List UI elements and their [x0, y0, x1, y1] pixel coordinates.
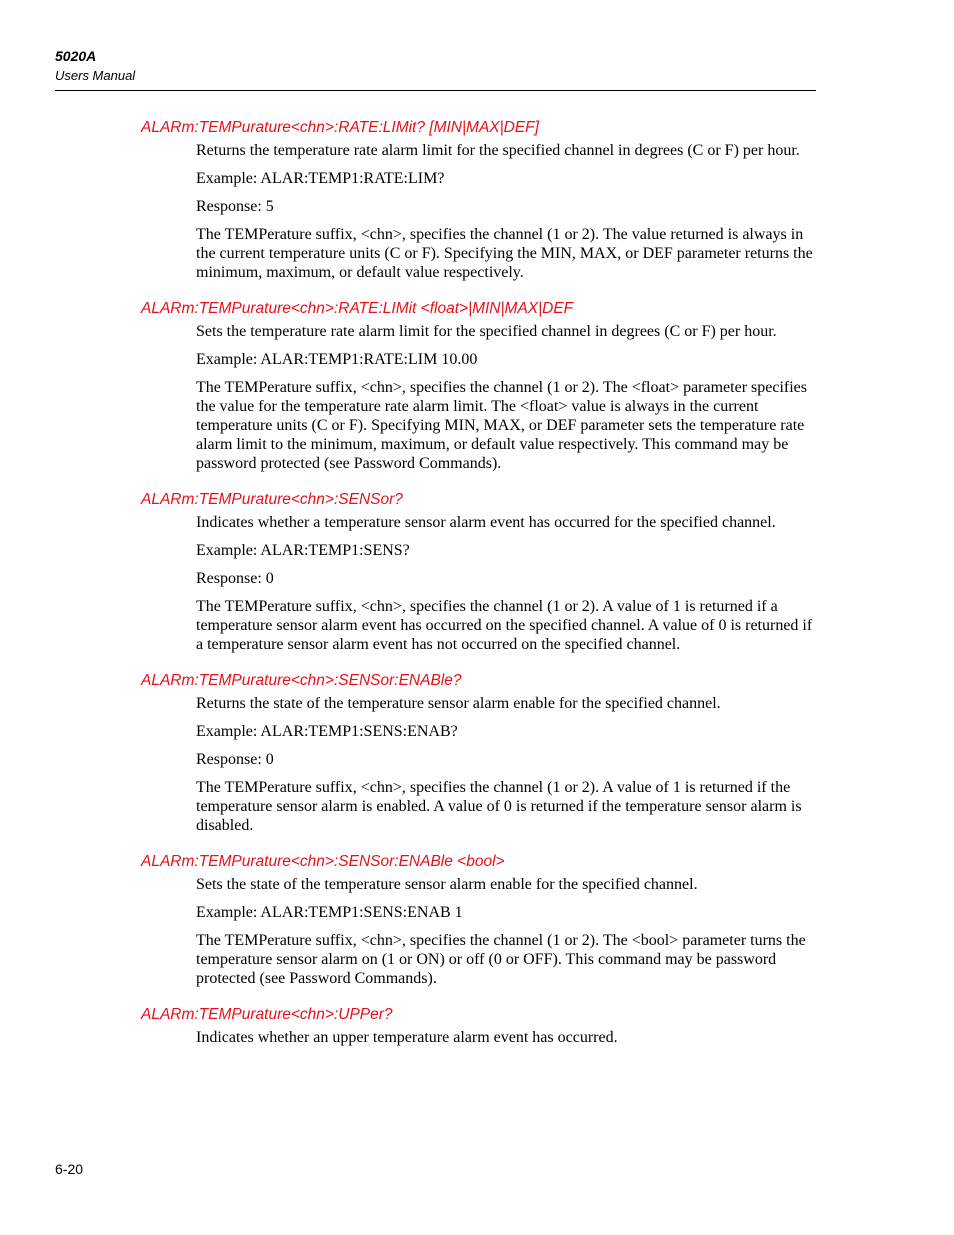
example-paragraph: Example: ALAR:TEMP1:SENS:ENAB? [196, 723, 458, 740]
command-heading: ALARm:TEMPurature<chn>:RATE:LIMit <float>|MIN|MAX|DEF [141, 300, 574, 317]
details-paragraph: The TEMPerature suffix, <chn>, specifies the channel (1 or 2). The value returned is always in the current temperature units (C or F). Specifying the MIN, MAX, or DEF parameter returns the minimum, maximum, or default value respectively. [196, 226, 813, 281]
response-paragraph: Response: 0 [196, 570, 274, 587]
command-heading: ALARm:TEMPurature<chn>:SENSor:ENABle <bool> [141, 853, 505, 870]
description-paragraph: Sets the state of the temperature sensor alarm enable for the specified channel. [196, 876, 698, 893]
command-heading: ALARm:TEMPurature<chn>:UPPer? [141, 1006, 393, 1023]
description-paragraph: Indicates whether an upper temperature alarm event has occurred. [196, 1029, 618, 1046]
command-heading: ALARm:TEMPurature<chn>:SENSor? [141, 491, 403, 508]
command-heading: ALARm:TEMPurature<chn>:RATE:LIMit? [MIN|MAX|DEF] [141, 119, 539, 136]
example-paragraph: Example: ALAR:TEMP1:RATE:LIM? [196, 170, 445, 187]
example-paragraph: Example: ALAR:TEMP1:SENS:ENAB 1 [196, 904, 463, 921]
command-section [0, 299, 954, 473]
details-paragraph: The TEMPerature suffix, <chn>, specifies the channel (1 or 2). The <float> parameter specifies the value for the temperature rate alarm limit. The <float> value is always in the current temperature units (C or F). Specifying MIN, MAX, or DEF parameter sets the temperature rate alarm limit to the minimum, maximum, or default value respectively. This command may be password protected (see Password Commands). [196, 379, 807, 472]
command-section [0, 118, 954, 282]
example-paragraph: Example: ALAR:TEMP1:RATE:LIM 10.00 [196, 351, 478, 368]
response-paragraph: Response: 5 [196, 198, 274, 215]
description-paragraph: Returns the temperature rate alarm limit for the specified channel in degrees (C or F) per hour. [196, 142, 800, 159]
command-section [0, 1005, 954, 1047]
description-paragraph: Sets the temperature rate alarm limit for the specified channel in degrees (C or F) per hour. [196, 323, 777, 340]
example-paragraph: Example: ALAR:TEMP1:SENS? [196, 542, 410, 559]
details-paragraph: The TEMPerature suffix, <chn>, specifies the channel (1 or 2). The <bool> parameter turns the temperature sensor alarm on (1 or ON) or off (0 or OFF). This command may be password protected (see Password Commands). [196, 932, 806, 987]
command-heading: ALARm:TEMPurature<chn>:SENSor:ENABle? [141, 672, 462, 689]
response-paragraph: Response: 0 [196, 751, 274, 768]
command-section [0, 490, 954, 654]
command-section [0, 852, 954, 988]
product-model: 5020A [55, 48, 97, 64]
page-header [55, 44, 816, 91]
manual-title: Users Manual [55, 68, 136, 83]
page-number: 6-20 [55, 1161, 84, 1177]
document-body [0, 118, 954, 1064]
description-paragraph: Indicates whether a temperature sensor alarm event has occurred for the specified channel. [196, 514, 776, 531]
details-paragraph: The TEMPerature suffix, <chn>, specifies the channel (1 or 2). A value of 1 is returned if the temperature sensor alarm is enabled. A value of 0 is returned if the temperature sensor alarm is disabled. [196, 779, 802, 834]
details-paragraph: The TEMPerature suffix, <chn>, specifies the channel (1 or 2). A value of 1 is returned if a temperature sensor alarm event has occurred on the specified channel. A value of 0 is returned if a temperature sensor alarm event has not occurred on the specified channel. [196, 598, 813, 653]
description-paragraph: Returns the state of the temperature sensor alarm enable for the specified channel. [196, 695, 721, 712]
command-section [0, 671, 954, 835]
